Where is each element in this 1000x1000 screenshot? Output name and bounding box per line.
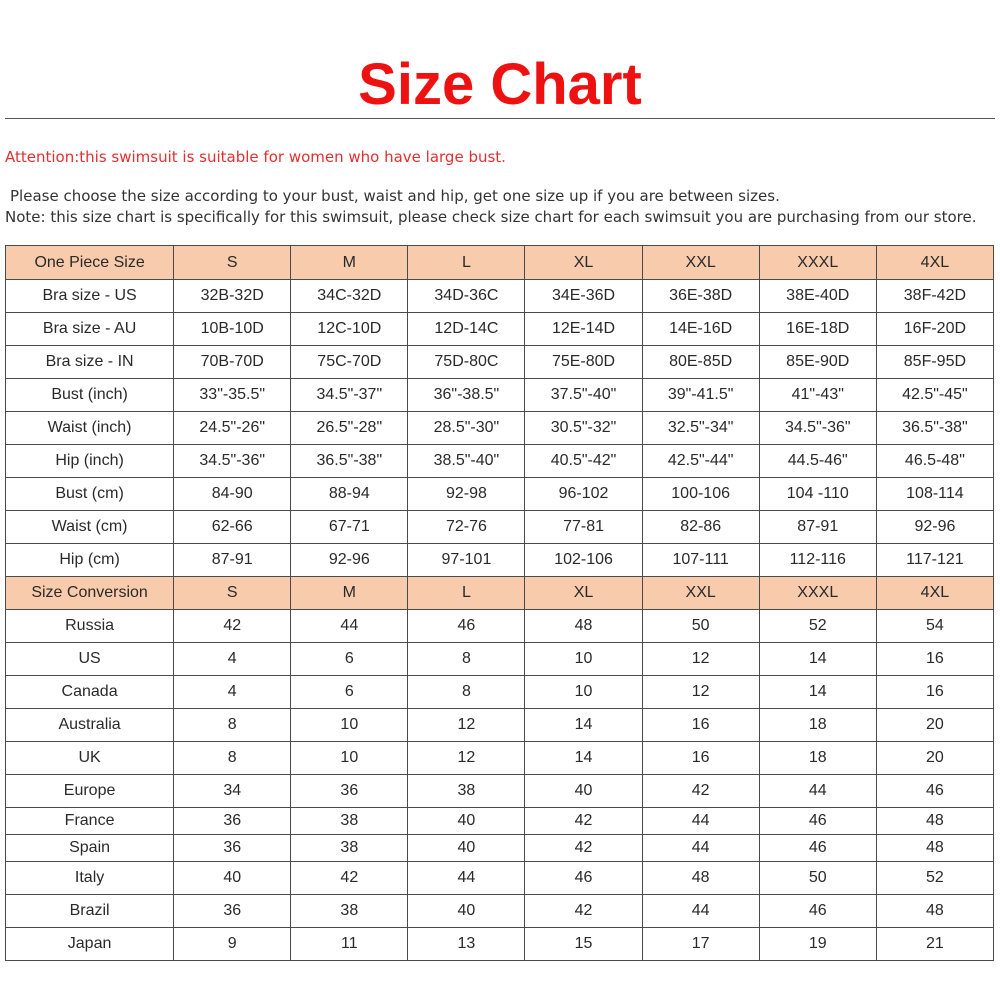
table-cell: 16 [876,643,993,676]
size-header-cell: L [408,246,525,280]
table-cell: 26.5"-28" [291,412,408,445]
table-cell: 14 [759,643,876,676]
table-cell: 36E-38D [642,280,759,313]
row-label-cell: Canada [6,676,174,709]
table-cell: 87-91 [759,511,876,544]
table-row [6,895,994,928]
table-cell: 38 [291,895,408,928]
table-cell: 21 [876,928,993,961]
table-cell: 18 [759,709,876,742]
measurement-header-row [6,246,994,280]
table-cell: 70B-70D [174,346,291,379]
table-cell: 44 [642,895,759,928]
table-cell: 36 [291,775,408,808]
table-cell: 100-106 [642,478,759,511]
row-label-cell: France [6,808,174,835]
table-cell: 54 [876,610,993,643]
table-row [6,742,994,775]
table-row [6,478,994,511]
table-cell: 41"-43" [759,379,876,412]
row-label-cell: Waist (inch) [6,412,174,445]
table-row [6,676,994,709]
table-cell: 96-102 [525,478,642,511]
table-cell: 12 [408,742,525,775]
table-row [6,379,994,412]
table-cell: 6 [291,643,408,676]
row-label-cell: Bust (inch) [6,379,174,412]
size-header-cell: S [174,246,291,280]
table-cell: 75E-80D [525,346,642,379]
table-cell: 40 [174,862,291,895]
table-cell: 46.5-48" [876,445,993,478]
table-cell: 48 [525,610,642,643]
table-cell: 34D-36C [408,280,525,313]
table-cell: 52 [876,862,993,895]
attention-note: Attention:this swimsuit is suitable for women who have large bust. [5,148,506,166]
table-cell: 34.5"-36" [759,412,876,445]
table-cell: 12C-10D [291,313,408,346]
table-cell: 32.5"-34" [642,412,759,445]
table-cell: 8 [408,643,525,676]
row-label-cell: Hip (inch) [6,445,174,478]
table-row [6,928,994,961]
table-cell: 97-101 [408,544,525,577]
table-row [6,835,994,862]
table-cell: 46 [525,862,642,895]
table-cell: 34C-32D [291,280,408,313]
table-cell: 10 [525,676,642,709]
table-cell: 12D-14C [408,313,525,346]
table-cell: 38 [291,835,408,862]
row-label-cell: UK [6,742,174,775]
table-row [6,313,994,346]
table-cell: 92-96 [876,511,993,544]
table-cell: 14 [759,676,876,709]
table-cell: 38.5"-40" [408,445,525,478]
size-header-cell: XL [525,246,642,280]
table-row [6,280,994,313]
table-cell: 50 [759,862,876,895]
table-cell: 33"-35.5" [174,379,291,412]
table-cell: 92-96 [291,544,408,577]
table-cell: 10 [525,643,642,676]
table-cell: 15 [525,928,642,961]
table-cell: 46 [759,895,876,928]
table-cell: 14 [525,742,642,775]
table-cell: 48 [642,862,759,895]
table-cell: 39"-41.5" [642,379,759,412]
table-cell: 14 [525,709,642,742]
table-row [6,346,994,379]
table-row [6,412,994,445]
size-header-cell: XXL [642,577,759,610]
table-cell: 4 [174,643,291,676]
table-row [6,544,994,577]
row-label-cell: Brazil [6,895,174,928]
table-cell: 44 [759,775,876,808]
table-cell: 16 [642,742,759,775]
size-chart-table [5,245,994,961]
table-cell: 75D-80C [408,346,525,379]
row-label-cell: Waist (cm) [6,511,174,544]
table-cell: 40 [408,895,525,928]
table-cell: 48 [876,808,993,835]
table-cell: 34.5"-36" [174,445,291,478]
table-cell: 28.5"-30" [408,412,525,445]
table-cell: 50 [642,610,759,643]
table-cell: 8 [174,709,291,742]
row-label-cell: Japan [6,928,174,961]
table-cell: 16 [642,709,759,742]
row-label-cell: Italy [6,862,174,895]
table-cell: 30.5"-32" [525,412,642,445]
table-cell: 40 [408,835,525,862]
table-cell: 11 [291,928,408,961]
table-cell: 42 [525,895,642,928]
row-label-cell: Hip (cm) [6,544,174,577]
table-cell: 104 -110 [759,478,876,511]
table-cell: 10B-10D [174,313,291,346]
page-title: Size Chart [358,52,642,117]
row-label-cell: Russia [6,610,174,643]
table-cell: 88-94 [291,478,408,511]
table-cell: 16F-20D [876,313,993,346]
table-cell: 37.5"-40" [525,379,642,412]
table-cell: 16 [876,676,993,709]
table-row [6,643,994,676]
table-cell: 40 [525,775,642,808]
table-cell: 12 [642,676,759,709]
table-cell: 44.5-46" [759,445,876,478]
table-cell: 12 [642,643,759,676]
table-row [6,610,994,643]
table-cell: 9 [174,928,291,961]
table-cell: 38F-42D [876,280,993,313]
table-cell: 19 [759,928,876,961]
conversion-header-row [6,577,994,610]
table-cell: 34.5"-37" [291,379,408,412]
table-cell: 32B-32D [174,280,291,313]
size-header-cell: L [408,577,525,610]
table-cell: 44 [291,610,408,643]
row-label-cell: US [6,643,174,676]
size-header-cell: 4XL [876,577,993,610]
table-cell: 46 [876,775,993,808]
table-cell: 108-114 [876,478,993,511]
table-cell: 107-111 [642,544,759,577]
size-header-cell: S [174,577,291,610]
table-cell: 8 [174,742,291,775]
size-instruction: Please choose the size according to your bust, waist and hip, get one size up if you are between sizes. [10,187,780,205]
table-cell: 85F-95D [876,346,993,379]
table-cell: 52 [759,610,876,643]
size-header-cell: M [291,577,408,610]
table-cell: 17 [642,928,759,961]
size-chart-body [6,246,994,961]
table-cell: 8 [408,676,525,709]
table-row [6,445,994,478]
table-cell: 87-91 [174,544,291,577]
row-label-cell: Bra size - IN [6,346,174,379]
table-cell: 36"-38.5" [408,379,525,412]
table-cell: 38 [408,775,525,808]
table-row [6,775,994,808]
table-cell: 36 [174,895,291,928]
row-label-cell: Australia [6,709,174,742]
size-header-cell: M [291,246,408,280]
table-cell: 48 [876,835,993,862]
table-cell: 46 [408,610,525,643]
table-cell: 40 [408,808,525,835]
table-cell: 36 [174,835,291,862]
size-header-cell: XXXL [759,577,876,610]
table-cell: 42 [291,862,408,895]
table-cell: 62-66 [174,511,291,544]
size-header-cell: 4XL [876,246,993,280]
table-cell: 80E-85D [642,346,759,379]
table-cell: 44 [642,835,759,862]
size-header-cell: XXL [642,246,759,280]
table-cell: 75C-70D [291,346,408,379]
table-row [6,511,994,544]
table-cell: 38E-40D [759,280,876,313]
table-cell: 38 [291,808,408,835]
title-divider [5,118,995,119]
row-label-cell: Bra size - US [6,280,174,313]
row-label-cell: Spain [6,835,174,862]
table-cell: 14E-16D [642,313,759,346]
table-cell: 12 [408,709,525,742]
table-cell: 42.5"-44" [642,445,759,478]
table-cell: 44 [642,808,759,835]
table-cell: 42.5"-45" [876,379,993,412]
table-cell: 42 [525,835,642,862]
table-cell: 102-106 [525,544,642,577]
table-cell: 36.5"-38" [291,445,408,478]
table-cell: 16E-18D [759,313,876,346]
table-row [6,709,994,742]
table-cell: 82-86 [642,511,759,544]
size-header-cell: XL [525,577,642,610]
table-cell: 72-76 [408,511,525,544]
table-cell: 112-116 [759,544,876,577]
table-cell: 20 [876,709,993,742]
table-cell: 4 [174,676,291,709]
header-label-cell: One Piece Size [6,246,174,280]
row-label-cell: Bra size - AU [6,313,174,346]
header-label-cell: Size Conversion [6,577,174,610]
table-cell: 42 [525,808,642,835]
table-cell: 44 [408,862,525,895]
table-cell: 34E-36D [525,280,642,313]
table-cell: 10 [291,709,408,742]
row-label-cell: Europe [6,775,174,808]
row-label-cell: Bust (cm) [6,478,174,511]
size-chart-note: Note: this size chart is specifically for this swimsuit, please check size chart for each swimsuit you are purchasing from our store. [5,208,977,226]
table-cell: 42 [642,775,759,808]
table-cell: 36.5"-38" [876,412,993,445]
table-cell: 36 [174,808,291,835]
table-cell: 12E-14D [525,313,642,346]
table-cell: 46 [759,835,876,862]
table-cell: 117-121 [876,544,993,577]
table-cell: 6 [291,676,408,709]
table-cell: 84-90 [174,478,291,511]
table-cell: 18 [759,742,876,775]
table-cell: 92-98 [408,478,525,511]
table-cell: 67-71 [291,511,408,544]
table-cell: 77-81 [525,511,642,544]
table-cell: 40.5"-42" [525,445,642,478]
table-cell: 42 [174,610,291,643]
table-row [6,862,994,895]
table-cell: 20 [876,742,993,775]
table-cell: 85E-90D [759,346,876,379]
table-cell: 10 [291,742,408,775]
table-row [6,808,994,835]
size-header-cell: XXXL [759,246,876,280]
table-cell: 13 [408,928,525,961]
table-cell: 24.5"-26" [174,412,291,445]
table-cell: 48 [876,895,993,928]
table-cell: 34 [174,775,291,808]
table-cell: 46 [759,808,876,835]
